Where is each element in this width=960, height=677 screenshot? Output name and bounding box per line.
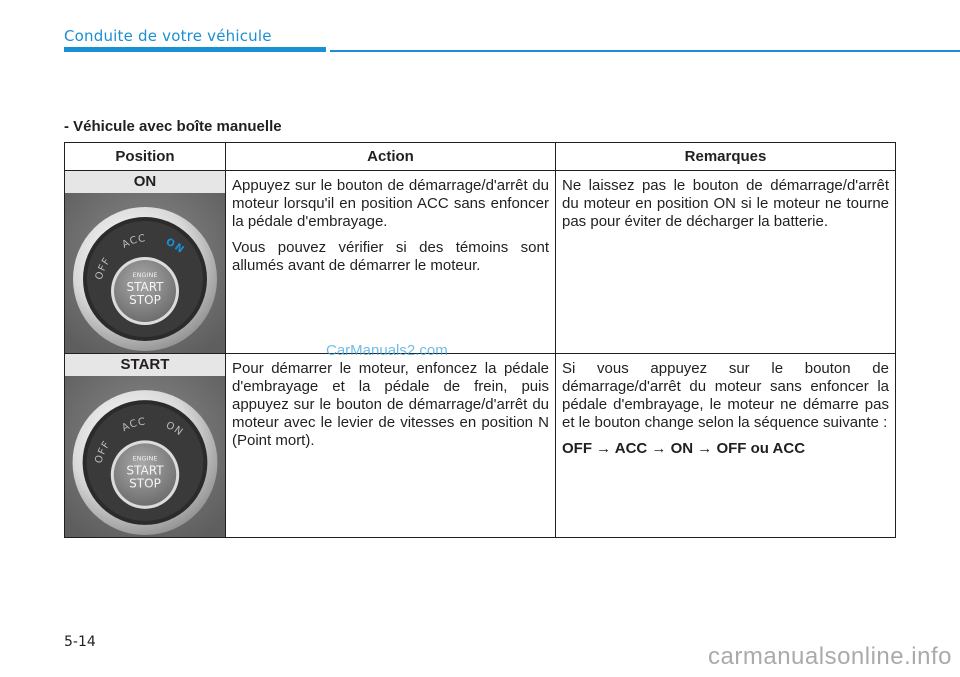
engine-button-illustration — [65, 193, 225, 353]
table-header-row — [65, 143, 896, 171]
remarks-cell — [556, 354, 896, 538]
position-sequence: OFF → ACC → ON → OFF ou ACC — [562, 440, 806, 457]
button-text-start: START — [126, 280, 164, 294]
position-cell — [65, 171, 226, 354]
page-number: 5-14 — [64, 634, 96, 650]
watermark-link[interactable]: CarManuals2.com — [326, 342, 448, 359]
engine-button-illustration — [65, 376, 225, 537]
column-header-position: Position — [65, 143, 226, 171]
action-cell — [226, 354, 556, 538]
ring-label-off: OFF — [93, 255, 114, 282]
section-heading: - Véhicule avec boîte manuelle — [64, 118, 282, 135]
table-row — [65, 171, 896, 354]
action-paragraph: Vous pouvez vérifier si des témoins sont allumés avant de démarrer le moteur. — [232, 239, 549, 274]
remarks-paragraph: Si vous appuyez sur le bouton de démarrage/d'arrêt du moteur sans enfoncer la pédale d'embrayage, le moteur ne démarre pas et le bouton change selon la séquence suivante : — [562, 360, 889, 431]
ring-label-on: ON — [164, 236, 187, 257]
position-cell — [65, 354, 226, 538]
footer-watermark: carmanualsonline.info — [708, 643, 952, 670]
button-text-engine: ENGINE — [132, 454, 158, 463]
engine-start-button-image — [65, 376, 225, 537]
position-table — [64, 142, 896, 538]
button-text-stop: STOP — [129, 476, 161, 491]
ring-label-off: OFF — [93, 438, 113, 465]
button-text-start: START — [126, 463, 164, 478]
action-cell — [226, 171, 556, 354]
ring-label-on: ON — [164, 420, 186, 439]
remarks-paragraph: Ne laissez pas le bouton de démarrage/d'arrêt du moteur en position ON si le moteur ne tourne pas pour éviter de décharger la batterie. — [562, 177, 889, 230]
position-label: ON — [65, 171, 225, 193]
position-label: START — [65, 354, 225, 376]
button-text-engine: ENGINE — [132, 271, 158, 279]
header-rule-thin — [330, 50, 960, 52]
remarks-cell — [556, 171, 896, 354]
column-header-action: Action — [226, 143, 556, 171]
table-row — [65, 354, 896, 538]
ring-label-acc: ACC — [120, 233, 147, 251]
ring-label-acc: ACC — [120, 416, 147, 435]
chapter-title: Conduite de votre véhicule — [64, 27, 272, 45]
header-rule-thick — [64, 47, 326, 52]
action-paragraph: Pour démarrer le moteur, enfoncez la pédale d'embrayage et la pédale de frein, puis appuyez sur le bouton de démarrage/d'arrêt du moteur avec le levier de vitesses en position N (Point mort). — [232, 360, 549, 449]
button-text-stop: STOP — [129, 293, 161, 307]
engine-start-button-image — [65, 193, 225, 353]
action-paragraph: Appuyez sur le bouton de démarrage/d'arrêt du moteur lorsqu'il en position ACC sans enfoncer la pédale d'embrayage. — [232, 177, 549, 230]
column-header-remarks: Remarques — [556, 143, 896, 171]
